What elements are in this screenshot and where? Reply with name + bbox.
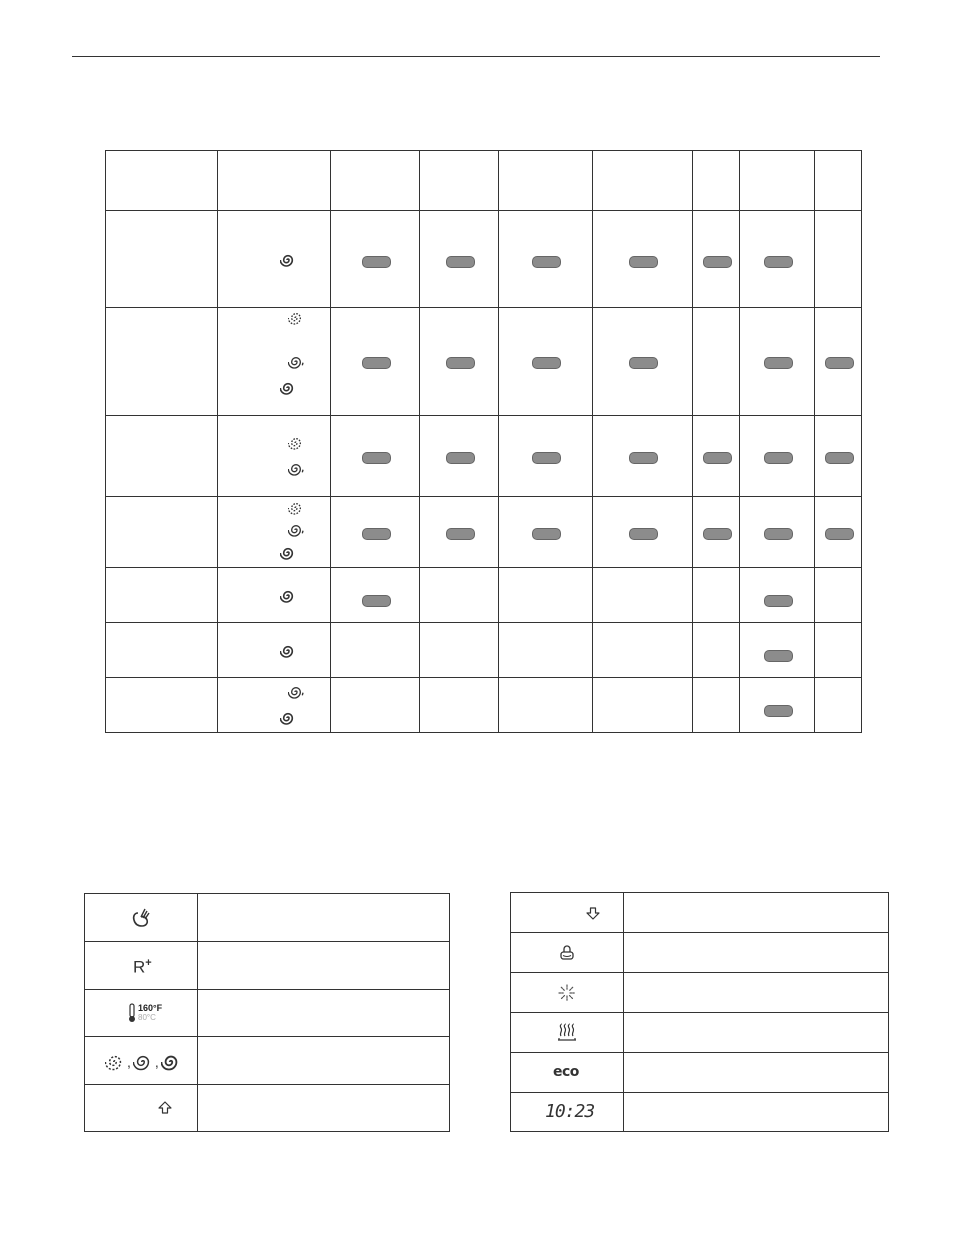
option-dot-icon [362,595,391,607]
program-name-cell [106,497,218,568]
steam-icon [129,906,153,930]
option-cell [499,416,593,497]
legend-icon-cell [85,894,198,942]
cycle-icons-cell [218,308,331,416]
heavy-cycle-icon [280,588,296,604]
heavy-cycle-icon [280,252,296,268]
legend-icon-cell [511,973,624,1013]
legend-row [85,942,450,990]
legend-row [85,1037,450,1085]
option-cell [593,308,693,416]
option-cell [693,211,740,308]
legend-row [511,1013,889,1053]
lock-icon [558,944,576,962]
table-row [106,568,862,623]
cycle-icons-cell [218,623,331,678]
option-cell [499,568,593,623]
option-cell [740,308,815,416]
heavy-cycle-icon [280,545,296,561]
option-dot-icon [825,528,854,540]
legend-row [85,990,450,1037]
option-dot-icon [362,357,391,369]
option-cell [740,568,815,623]
option-dot-icon [764,357,793,369]
legend-desc-cell [198,1085,450,1132]
option-cell [815,678,862,733]
option-cell [740,416,815,497]
cycle-options-table [105,150,862,733]
option-cell [815,308,862,416]
light-cycle-icon [105,1052,125,1072]
option-dot-icon [532,357,561,369]
legend-desc-cell [198,942,450,990]
medium-cycle-icon [288,684,304,700]
table-row [106,623,862,678]
temp-fahrenheit: 160°F [138,1003,163,1013]
option-cell [693,623,740,678]
legend-desc-cell [624,1013,889,1053]
table-header-row [106,151,862,211]
legend-icon-cell [511,933,624,973]
legend-desc-cell [624,1093,889,1132]
table-row [106,416,862,497]
program-name-cell [106,416,218,497]
header-cell [499,151,593,211]
option-dot-icon [764,452,793,464]
header-cell [331,151,420,211]
legend-icon-cell [85,990,198,1037]
legend-left [84,893,450,1132]
option-cell [331,678,420,733]
eco-icon: eco [553,1064,579,1080]
light-cycle-icon [288,435,304,451]
option-cell [420,678,499,733]
option-cell [420,623,499,678]
table-row [106,211,862,308]
option-cell [420,497,499,568]
option-cell [593,416,693,497]
heavy-cycle-icon [161,1052,181,1072]
rinse-plus-sup: + [145,957,152,969]
medium-cycle-icon [133,1052,153,1072]
rinse-aid-icon [558,984,576,1002]
option-cell [815,497,862,568]
option-cell [693,308,740,416]
option-dot-icon [764,705,793,717]
header-cell [420,151,499,211]
option-dot-icon [362,528,391,540]
option-dot-icon [629,528,658,540]
option-cell [593,568,693,623]
option-dot-icon [446,528,475,540]
option-dot-icon [825,452,854,464]
program-name-cell [106,211,218,308]
option-cell [331,308,420,416]
option-dot-icon [446,357,475,369]
option-cell [499,308,593,416]
option-cell [331,623,420,678]
option-cell [499,678,593,733]
clock-display-icon: 10:23 [545,1101,595,1122]
legend-row [511,893,889,933]
program-name-cell [106,308,218,416]
legend-desc-cell [624,893,889,933]
header-cell [740,151,815,211]
cycle-icons-cell [218,497,331,568]
legend-row [511,1093,889,1132]
option-dot-icon [532,256,561,268]
option-dot-icon [362,256,391,268]
legend-desc-cell [198,1037,450,1085]
option-dot-icon [825,357,854,369]
legend-icon-cell [85,1085,198,1132]
table-row [106,308,862,416]
option-dot-icon [532,528,561,540]
option-cell [331,497,420,568]
table-row [106,497,862,568]
arrow-down-icon [585,905,601,921]
header-cell [218,151,331,211]
light-cycle-icon [288,310,304,326]
option-dot-icon [703,452,732,464]
top-rule [72,56,880,57]
legend-row [511,973,889,1013]
legend-icon-cell [511,1053,624,1093]
legend-icon-cell [511,893,624,933]
program-name-cell [106,678,218,733]
option-cell [420,416,499,497]
option-cell [815,568,862,623]
legend-row [85,1085,450,1132]
rinse-plus-label: R [133,957,146,977]
cycle-icons-cell [218,568,331,623]
option-cell [815,416,862,497]
header-cell [693,151,740,211]
option-cell [420,211,499,308]
program-name-cell [106,623,218,678]
option-cell [693,568,740,623]
header-cell [815,151,862,211]
option-dot-icon [532,452,561,464]
heavy-cycle-icon [280,643,296,659]
option-dot-icon [764,650,793,662]
option-dot-icon [764,528,793,540]
option-cell [420,568,499,623]
option-dot-icon [629,452,658,464]
option-dot-icon [764,256,793,268]
rinse-plus-icon [133,957,152,978]
heavy-cycle-icon [280,380,296,396]
option-dot-icon [446,452,475,464]
option-cell [331,568,420,623]
medium-cycle-icon [288,522,304,538]
option-cell [740,623,815,678]
option-cell [593,497,693,568]
option-cell [331,211,420,308]
option-dot-icon [446,256,475,268]
program-name-cell [106,568,218,623]
option-cell [331,416,420,497]
option-cell [740,497,815,568]
legend-desc-cell [624,933,889,973]
light-cycle-icon [288,500,304,516]
sanitize-temperature-icon [127,1003,162,1023]
thermometer-icon [127,1003,137,1023]
option-cell [593,211,693,308]
heated-dry-icon [556,1023,578,1043]
legend-row [511,1053,889,1093]
temp-celsius: 80°C [138,1013,156,1022]
option-cell [499,497,593,568]
option-cell [740,678,815,733]
legend-row [511,933,889,973]
option-cell [815,211,862,308]
table-row [106,678,862,733]
option-dot-icon [703,256,732,268]
heavy-cycle-icon [280,710,296,726]
legend-desc-cell [624,1053,889,1093]
cycle-icons-cell [218,211,331,308]
legend-icon-cell [85,942,198,990]
cycle-icons-cell [218,416,331,497]
option-dot-icon [362,452,391,464]
legend-desc-cell [198,990,450,1037]
option-cell [420,308,499,416]
option-cell [499,211,593,308]
legend-row [85,894,450,942]
legend-icon-cell [511,1093,624,1132]
arrow-up-icon [157,1100,173,1116]
legend-icon-cell [85,1037,198,1085]
option-cell [740,211,815,308]
option-dot-icon [703,528,732,540]
option-dot-icon [629,357,658,369]
option-cell [593,678,693,733]
legend-desc-cell [198,894,450,942]
option-cell [815,623,862,678]
option-dot-icon [764,595,793,607]
cycle-icons-cell [218,678,331,733]
option-cell [693,416,740,497]
option-cell [593,623,693,678]
medium-cycle-icon [288,354,304,370]
soil-level-icons: , , [105,1052,181,1072]
legend-icon-cell [511,1013,624,1053]
option-cell [693,678,740,733]
option-dot-icon [629,256,658,268]
medium-cycle-icon [288,461,304,477]
option-cell [693,497,740,568]
option-cell [499,623,593,678]
legend-right [510,892,889,1132]
header-cell [106,151,218,211]
legend-desc-cell [624,973,889,1013]
header-cell [593,151,693,211]
